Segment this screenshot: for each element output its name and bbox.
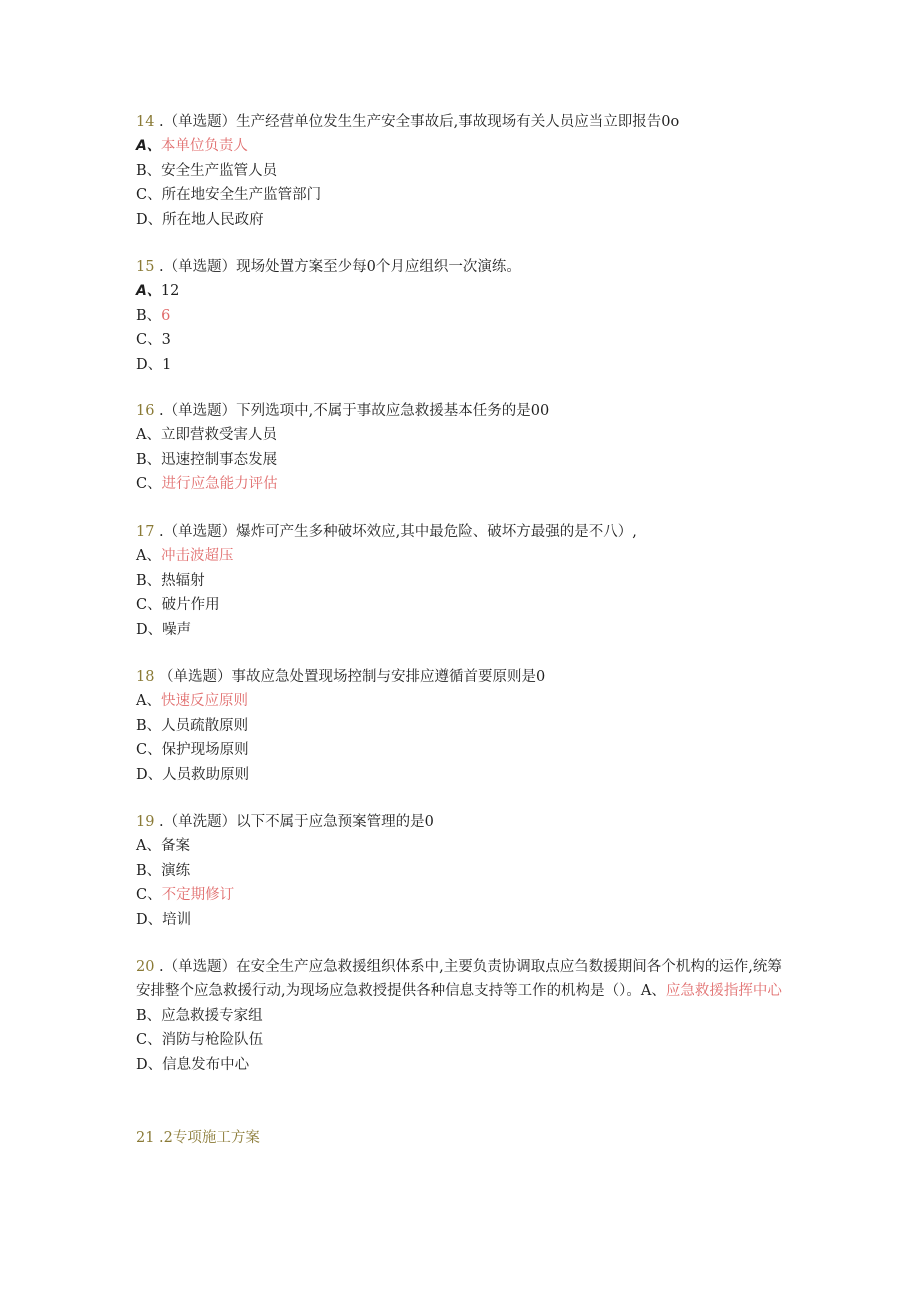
question-text: .（单选题）下列选项中,不属于事故应急救援基本任务的是00 [154,403,550,419]
option-text: 所在地人民政府 [162,211,264,228]
option-c [136,883,786,907]
option-b [136,304,786,328]
question-number: 15 [136,259,155,275]
option-text-answer: 进行应急能力评估 [161,476,278,493]
question-18 [136,665,786,787]
option-label: B、 [136,307,162,324]
option-text: 噪声 [162,621,192,638]
option-label: A、 [136,838,161,855]
question-stem [136,955,786,1004]
question-stem [136,110,786,134]
option-c [136,593,786,617]
question-19 [136,810,786,932]
option-d [136,353,786,377]
question-number: 14 [136,114,155,130]
option-c [136,183,786,207]
option-d [136,208,786,232]
option-label: D、 [136,911,163,928]
option-text: 安全生产监管人员 [161,162,278,179]
option-text: 12 [160,283,180,300]
option-text: 演练 [161,862,191,879]
option-label: C、 [136,887,162,904]
option-text: 立即营救受害人员 [160,427,277,444]
question-20 [136,955,786,1077]
option-text: 保护现场原则 [161,742,249,759]
option-text-answer: 冲击波超压 [160,548,234,565]
option-label: D、 [136,1056,163,1073]
question-number: 17 [136,524,155,540]
option-label: D、 [136,356,163,373]
option-d [136,1053,786,1077]
option-b [136,448,786,472]
option-label: C、 [136,187,162,204]
option-text: 消防与枪险队伍 [161,1032,264,1049]
question-text: .（单选题）生产经营单位发生生产安全事故后,事故现场有关人员应当立即报告0o [154,114,680,130]
option-label: D、 [136,621,163,638]
question-text: .（单洗题）以下不属于应急预案管理的是0 [154,814,434,830]
option-label: A、 [136,548,161,565]
question-number: 16 [136,403,155,419]
option-label: B、 [136,572,162,589]
option-text: 迅速控制事态发展 [161,451,278,468]
option-c [136,328,786,352]
option-b [136,859,786,883]
option-label: C、 [136,1032,162,1049]
option-label: B、 [136,862,162,879]
section-heading [136,1126,786,1150]
option-text: 3 [161,332,171,349]
question-stem [136,665,786,689]
option-b [136,1004,786,1028]
question-stem [136,399,786,423]
option-label: B、 [136,162,162,179]
option-text-answer: 不定期修订 [161,887,235,904]
option-text: 热辐射 [161,572,205,589]
option-label: C、 [136,332,162,349]
option-c [136,1028,786,1052]
option-label: B、 [136,451,162,468]
option-label: D、 [136,766,163,783]
option-text: 备案 [160,838,190,855]
section-number: 21 [136,1130,155,1146]
option-b [136,569,786,593]
option-c [136,738,786,762]
question-text: .（单选题）现场处置方案至少每0个月应组织一次演练。 [154,259,521,275]
option-label: B、 [136,1007,162,1024]
option-a [136,423,786,447]
question-15 [136,255,786,377]
option-text-answer: 应急救援指挥中心 [665,983,782,1000]
option-b [136,159,786,183]
option-a [136,834,786,858]
option-b [136,714,786,738]
option-label: A、 [136,138,161,155]
option-a [136,134,786,158]
option-d [136,618,786,642]
question-stem [136,520,786,544]
option-text: 破片作用 [161,597,220,614]
option-text: 培训 [162,911,192,928]
option-text: 人员救助原则 [162,766,250,783]
question-number: 20 [136,959,155,975]
option-text: 信息发布中心 [162,1056,250,1073]
option-label: C、 [136,597,162,614]
question-text: .（单选题）在安全生产应急救援组织体系中,主要负责协调取点应刍数援期间各个机构的运作,统筹安排整个应急救援行动,为现场应急救授提供各种信息支持等工作的机构是（）。A、 [136,959,782,1000]
question-stem [136,810,786,834]
option-c [136,472,786,496]
question-text: .（单选题）爆炸可产生多种破坏效应,其中最危险、破坏方最强的是不八）, [154,524,637,540]
question-16 [136,399,786,497]
option-label: A、 [136,693,161,710]
option-a [136,279,786,303]
option-label: C、 [136,476,162,493]
section-title-line [136,1126,786,1150]
option-label: A、 [136,427,161,444]
option-label: A、 [136,283,161,300]
option-label: B、 [136,717,162,734]
option-text: 所在地安全生产监管部门 [161,187,322,204]
option-text-answer: 6 [161,307,171,324]
option-text: 人员疏散原则 [161,717,249,734]
option-a [136,544,786,568]
option-text-answer: 快速反应原则 [160,693,248,710]
option-d [136,763,786,787]
option-d [136,908,786,932]
option-label: D、 [136,211,163,228]
option-label: C、 [136,742,162,759]
option-text-answer: 本单位负责人 [160,138,248,155]
question-17 [136,520,786,642]
question-number: 18 [136,669,155,685]
option-text: 1 [162,356,172,373]
section-title: .2专项施工方案 [154,1130,260,1146]
question-14 [136,110,786,232]
question-stem [136,255,786,279]
question-number: 19 [136,814,155,830]
option-a [136,689,786,713]
option-text: 应急救援专家组 [161,1007,263,1024]
question-text: （单选题）事故应急处置现场控制与安排应遵循首要原则是0 [154,669,546,685]
